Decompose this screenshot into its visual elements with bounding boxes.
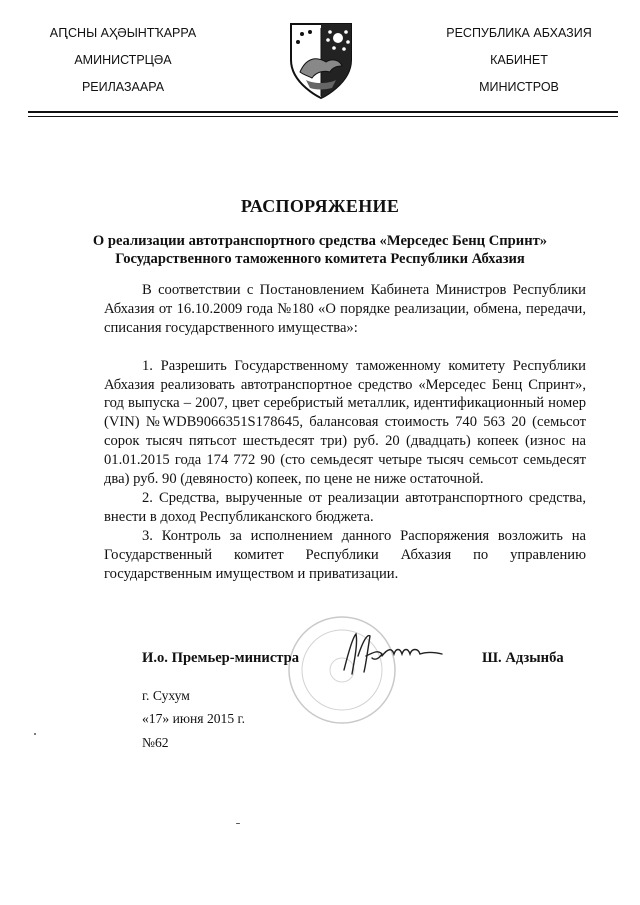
preamble-paragraph: В соответствии с Постановлением Кабинета Министров Республики Абхазия от 16.10.2009 года №180 «О порядке реализации, обмена, передачи, списания государственного имущества»: bbox=[104, 282, 586, 336]
header-left-line-2: АМИНИСТРЦӘА bbox=[74, 53, 172, 67]
item-paragraph-3: 3. Контроль за исполнением данного Распоряжения возложить на Государственный комитет Республики Абхазия по управлению государственным имуществом и приватизации. bbox=[104, 527, 586, 582]
header-left-line-3: РЕИЛАЗААРА bbox=[81, 80, 165, 94]
item-paragraph-1: 1. Разрешить Государственному таможенному комитету Республики Абхазия реализовать автотранспортное средство «Мерседес Бенц Спринт», год выпуска – 2007, цвет серебристый металлик, идентификационный номер (VIN) №WDB9066351S178645, балансовая стоимость 740 563 20 (семьсот сорок тысяч пятьсот шестьдесят три) руб. 20 (двадцать) копеек (износ на 01.01.2015 года 174 772 90 (сто семьдесят четыре тысяч семьсот семьдесят два) руб. 90 (девяносто) копеек, по цене не ниже остаточной. bbox=[104, 357, 586, 488]
scan-speck bbox=[236, 823, 240, 824]
header-right bbox=[424, 26, 614, 107]
city-label: г. Сухум bbox=[142, 688, 190, 703]
header-right-line-2: КАБИНЕТ bbox=[490, 53, 548, 67]
signatory-name: Ш. Адзынба bbox=[482, 650, 564, 666]
header-rule-thin bbox=[28, 116, 618, 117]
date-label: «17» июня 2015 г. bbox=[142, 711, 245, 726]
document-body bbox=[104, 281, 586, 583]
signatory-position: И.о. Премьер-министра bbox=[142, 650, 300, 666]
document-title: РАСПОРЯЖЕНИЕ bbox=[240, 196, 400, 216]
document-subject bbox=[60, 232, 580, 268]
header-right-line-3: МИНИСТРОВ bbox=[479, 80, 559, 94]
document-number: №62 bbox=[142, 735, 169, 750]
handwritten-signature bbox=[338, 626, 448, 682]
header-left-line-1: АԤСНЫ АҲӘЫНТҠАРРА bbox=[49, 26, 197, 40]
header-left bbox=[28, 26, 218, 107]
coat-of-arms-icon bbox=[286, 20, 356, 102]
header-right-line-1: РЕСПУБЛИКА АБХАЗИЯ bbox=[446, 26, 592, 40]
item-paragraph-2: 2. Средства, вырученные от реализации автотранспортного средства, внести в доход Республиканского бюджета. bbox=[104, 489, 586, 525]
scan-speck bbox=[34, 733, 36, 735]
subject-line-1: О реализации автотранспортного средства «Мерседес Бенц Спринт» bbox=[92, 233, 548, 249]
header-rule-thick bbox=[28, 111, 618, 113]
subject-line-2: Государственного таможенного комитета Республики Абхазия bbox=[115, 251, 525, 267]
